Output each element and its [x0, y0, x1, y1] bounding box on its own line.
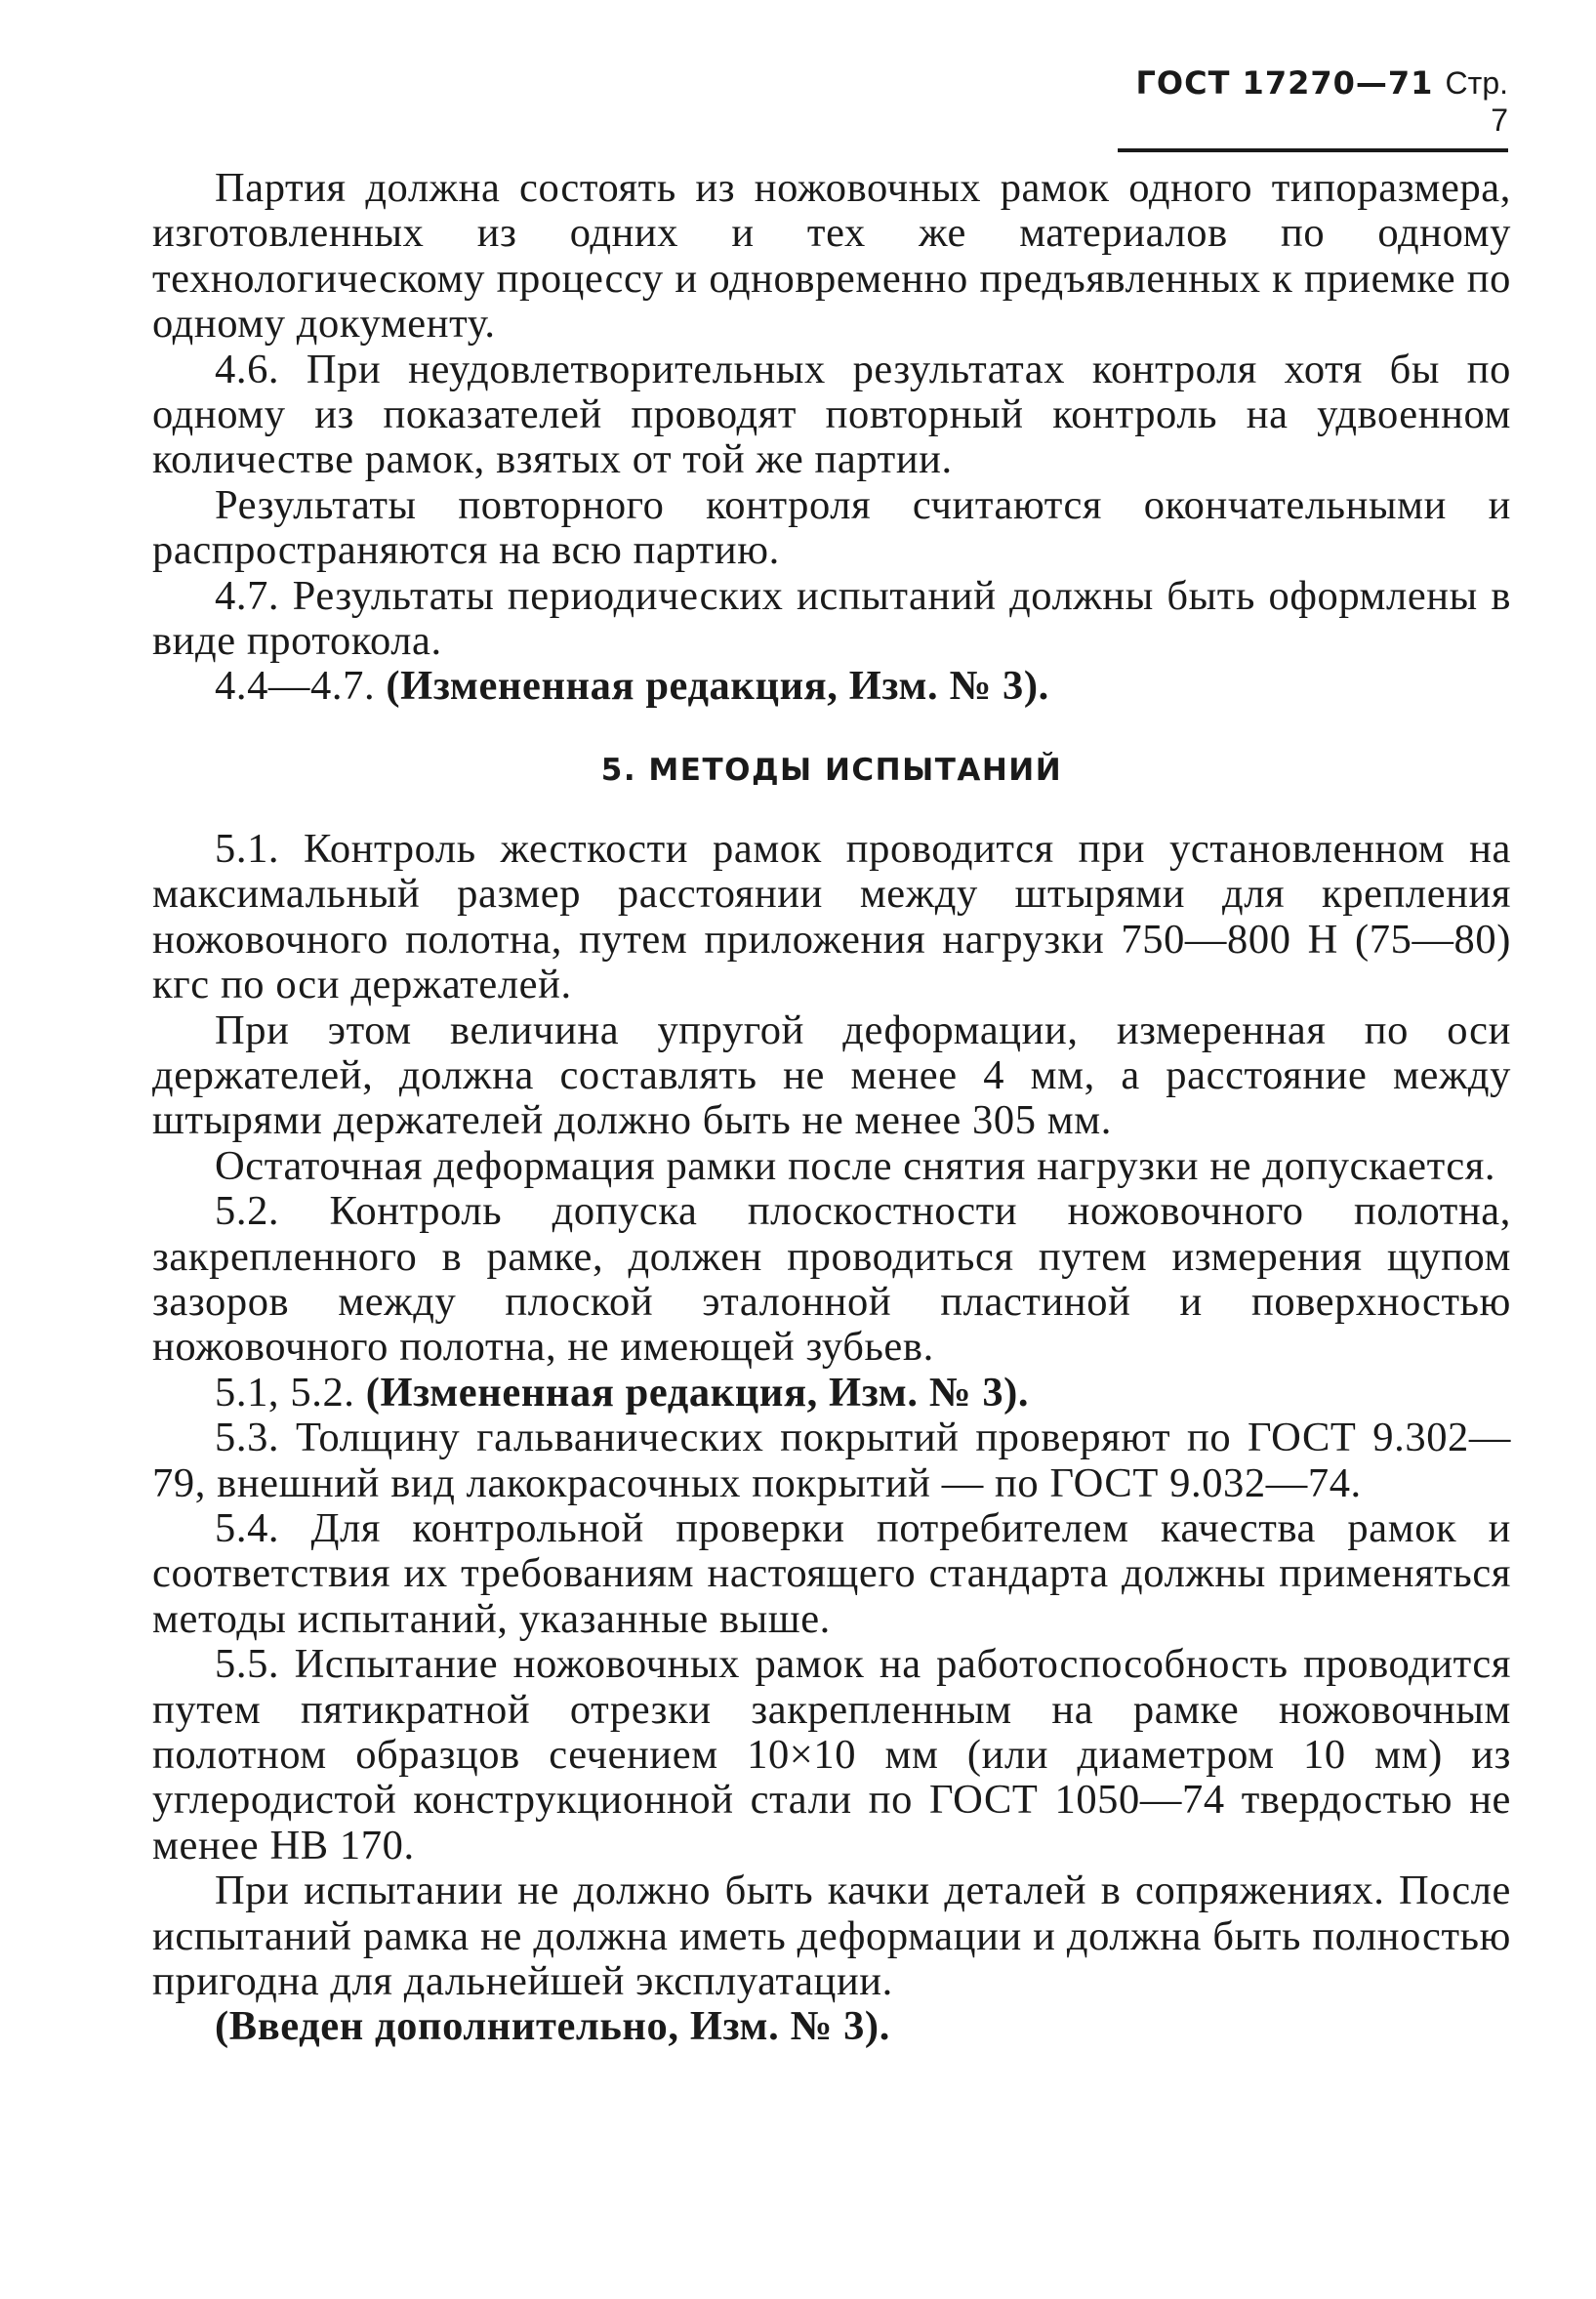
paragraph-5-3: 5.3. Толщину гальванических покрытий проверяют по ГОСТ 9.302—79, внешний вид лакокрасочных покрытий — по ГОСТ 9.032—74.	[152, 1415, 1511, 1506]
paragraph-repeat-results: Результаты повторного контроля считаются окончательными и распространяются на всю партию.	[152, 481, 1511, 574]
section-title: 5. МЕТОДЫ ИСПЫТАНИЙ	[600, 752, 1063, 788]
amendment-note-5	[152, 1371, 1511, 1416]
amendment-ref: 4.4—4.7.	[215, 663, 376, 710]
paragraph-residual-deformation: Остаточная деформация рамки после снятия нагрузки не допускается.	[215, 1142, 1496, 1189]
amendment-note-4	[152, 664, 1511, 709]
page-number: Стр. 7	[1445, 65, 1508, 138]
document-id: ГОСТ 17270—71	[1135, 64, 1434, 102]
paragraph-batch: Партия должна состоять из ножовочных рамок одного типоразмера, изготовленных из одних и тех же материалов по одному технологическому процессу и одновременно предъявленных к приемке по одному документу.	[152, 165, 1511, 348]
page-header	[1118, 64, 1508, 152]
paragraph-5-1: 5.1. Контроль жесткости рамок проводится при установленном на максимальный размер расстоянии между штырями для крепления ножовочного полотна, путем приложения нагрузки 750—800 Н (75—80) кгс по оси держателей.	[152, 825, 1511, 1008]
paragraph-4-7: 4.7. Результаты периодических испытаний должны быть оформлены в виде протокола.	[152, 572, 1511, 665]
amendment-ref: 5.1, 5.2.	[215, 1369, 355, 1416]
paragraph-test-requirements: При испытании не должно быть качки деталей в сопряжениях. После испытаний рамка не должна иметь деформации и должна быть полностью пригодна для дальнейшей эксплуатации.	[152, 1868, 1511, 2005]
amendment-text: (Измененная редакция, Изм. № 3).	[386, 663, 1049, 710]
introduction-note: (Введен дополнительно, Изм. № 3).	[215, 2003, 890, 2050]
paragraph-elastic-deformation: При этом величина упругой деформации, измеренная по оси держателей, должна составлять не менее 4 мм, а расстояние между штырями держателей должно быть не менее 305 мм.	[152, 1006, 1511, 1144]
paragraph-4-6: 4.6. При неудовлетворительных результатах контроля хотя бы по одному из показателей проводят повторный контроль на удвоенном количестве рамок, взятых от той же партии.	[152, 346, 1511, 483]
paragraph-5-5: 5.5. Испытание ножовочных рамок на работоспособность проводится путем пятикратной отрезки закрепленным на рамке ножовочным полотном образцов сечением 10×10 мм (или диаметром 10 мм) из углеродистой конструкционной стали по ГОСТ 1050—74 твердостью не менее НВ 170.	[152, 1641, 1511, 1868]
paragraph-5-2: 5.2. Контроль допуска плоскостности ножовочного полотна, закрепленного в рамке, должен проводиться путем измерения щупом зазоров между плоской эталонной пластиной и поверхностью ножовочного полотна, не имеющей зубьев.	[152, 1188, 1511, 1371]
paragraph-5-4: 5.4. Для контрольной проверки потребителем качества рамок и соответствия их требованиям настоящего стандарта должны применяться методы испытаний, указанные выше.	[152, 1504, 1511, 1642]
document-body	[152, 166, 1511, 2050]
amendment-text: (Измененная редакция, Изм. № 3).	[365, 1369, 1030, 1416]
